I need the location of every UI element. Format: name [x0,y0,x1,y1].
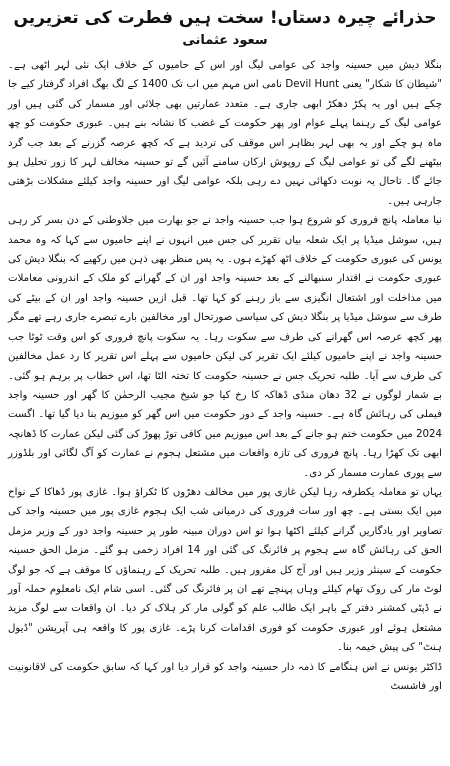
paragraph: یہاں تو معاملہ یکطرفہ رہا لیکن غازی پور میں مخالف دھڑوں کا ٹکراؤ ہوا۔ غازی پور ڈھاکا کے نواح میں ایک بستی ہے۔ چھ اور سات فروری کی درمیانی شب ایک ہجوم غازی پور میں حسینہ واجد کی تصاویر اور یادگاریں گرانے کیلئے اکٹھا ہوا تو اس دوران مبینہ طور پر حسینہ واجد دور کے وزیر مزمل الحق کی رہائش گاہ سے ہجوم پر فائرنگ کی گئی اور 14 افراد زخمی ہو گئے۔ مزمل الحق حسینہ حکومت کے سینئر وزیر ہیں اور آج کل مفرور ہیں۔ طلبہ تحریک کے رہنماؤں کا موقف ہے کہ جو لوگ لوٹ مار کی روک تھام کیلئے وہاں پہنچے تھے ان پر فائرنگ کی گئی۔ اسی شام ایک نامعلوم حملہ آور نے ڈپٹی کمشنر دفتر کے باہر ایک طالب علم کو گولی مار کر ہلاک کر دیا۔ ان واقعات سے لوگ مزید مشتعل ہوئے اور عبوری حکومت کو فوری اقدامات کرنا پڑے۔ غازی پور کا واقعہ ہی آپریشن "ڈیول ہنٹ" کی پیش خیمہ بنا۔ [8,486,442,654]
article-body [8,56,442,696]
paragraph: بنگلا دیش میں حسینہ واجد کی عوامی لیگ اور اس کے حامیوں کے خلاف ایک نئی لہر اٹھی ہے۔ "شیطان کا شکار" یعنی Devil Hunt نامی اس مہم میں اب تک 1400 کے لگ بھگ افراد گرفتار کیے جا چکے ہیں اور یہ پکڑ دھکڑ ابھی جاری ہے۔ متعدد عمارتیں بھی جلائی اور مسمار کی گئی ہیں اور عوامی لیگ کے رہنما پہلے عوام اور پھر حکومت کے غضب کا نشانہ بنے ہیں۔ عبوری حکومت کو چھ ماہ ہو چکے اور یہ بھی لہر بظاہر اس موقف کی تردید ہے کہ کچھ عرصہ گزرنے کے بعد جب گرد بیٹھنے لگے گی تو عوامی لیگ کے روپوش ارکان سامنے آئیں گے تو حسینہ مخالف لہر کا زور تحلیل ہو جائے گا۔ تاحال یہ نوبت دکھائی نہیں دے رہی بلکہ عوامی لیگ اور حسینہ واجد کیلئے مشکلات بڑھتی جارہی ہیں۔ [8,60,442,207]
article-title: حذرائے چیرہ دستاں! سخت ہیں فطرت کی تعزیریں [13,8,437,28]
paragraph: ڈاکٹر یونس نے اس ہنگامے کا ذمہ دار حسینہ واجد کو قرار دیا اور کہا کہ سابق حکومت کی لاقانونیت اور فاشسٹ [8,661,442,692]
paragraph: نیا معاملہ پانچ فروری کو شروع ہوا جب حسینہ واجد نے جو بھارت میں جلاوطنی کے دن بسر کر رہی ہیں، سوشل میڈیا پر ایک شعلہ بیاں تقریر کی جس میں انہوں نے اپنے حامیوں سے کہا کہ وہ محمد یونس کی عبوری حکومت کے خلاف اٹھ کھڑے ہوں۔ یہ پس منظر بھی ذہن میں رکھیے کہ بنگلا دیش کی عبوری حکومت نے اقتدار سنبھالنے کے بعد حسینہ واجد اور ان کے گھرانے کو ملک کے اندرونی معاملات میں مداخلت اور اشتعال انگیزی سے باز رہنے کو کہا تھا۔ قبل ازیں حسینہ واجد اور ان کے بیٹے کی طرف سے سوشل میڈیا پر بنگلا دیش کی سیاسی صورتحال اور مخالفین بارے تبصرے جاری رہے تھے مگر پھر کچھ عرصہ اس گھرانے کی طرف سے سکوت رہا۔ یہ سکوت پانچ فروری کو اس وقت ٹوٹا جب حسینہ واجد نے اپنے حامیوں کیلئے ایک تقریر کی لیکن حامیوں سے پہلے اس تقریر کا رد عمل مخالفین کی طرف سے آیا۔ طلبہ تحریک جس نے حسینہ حکومت کا تختہ الٹا تھا، اس خطاب پر برہم ہو گئی۔ بے شمار لوگوں نے 32 دھان منڈی ڈھاکہ کا رخ کیا جو شیخ مجیب الرحمٰن کا گھر اور حسینہ واجد فیملی کی رہائش گاہ ہے۔ حسینہ واجد کے دور حکومت میں اس گھر کو میوزیم بنا دیا گیا تھا۔ اگست 2024 میں حکومت ختم ہو جانے کے بعد اس میوزیم میں کافی توڑ پھوڑ کی گئی لیکن عمارت کا ڈھانچہ ابھی تک کھڑا رہا۔ پانچ فروری کی تازہ واقعات میں مشتعل ہجوم نے عمارت کو آگ لگائی اور بلڈوزر سے پوری عمارت مسمار کر دی۔ [8,215,442,479]
author-byline: سعود عثمانی [182,33,268,48]
